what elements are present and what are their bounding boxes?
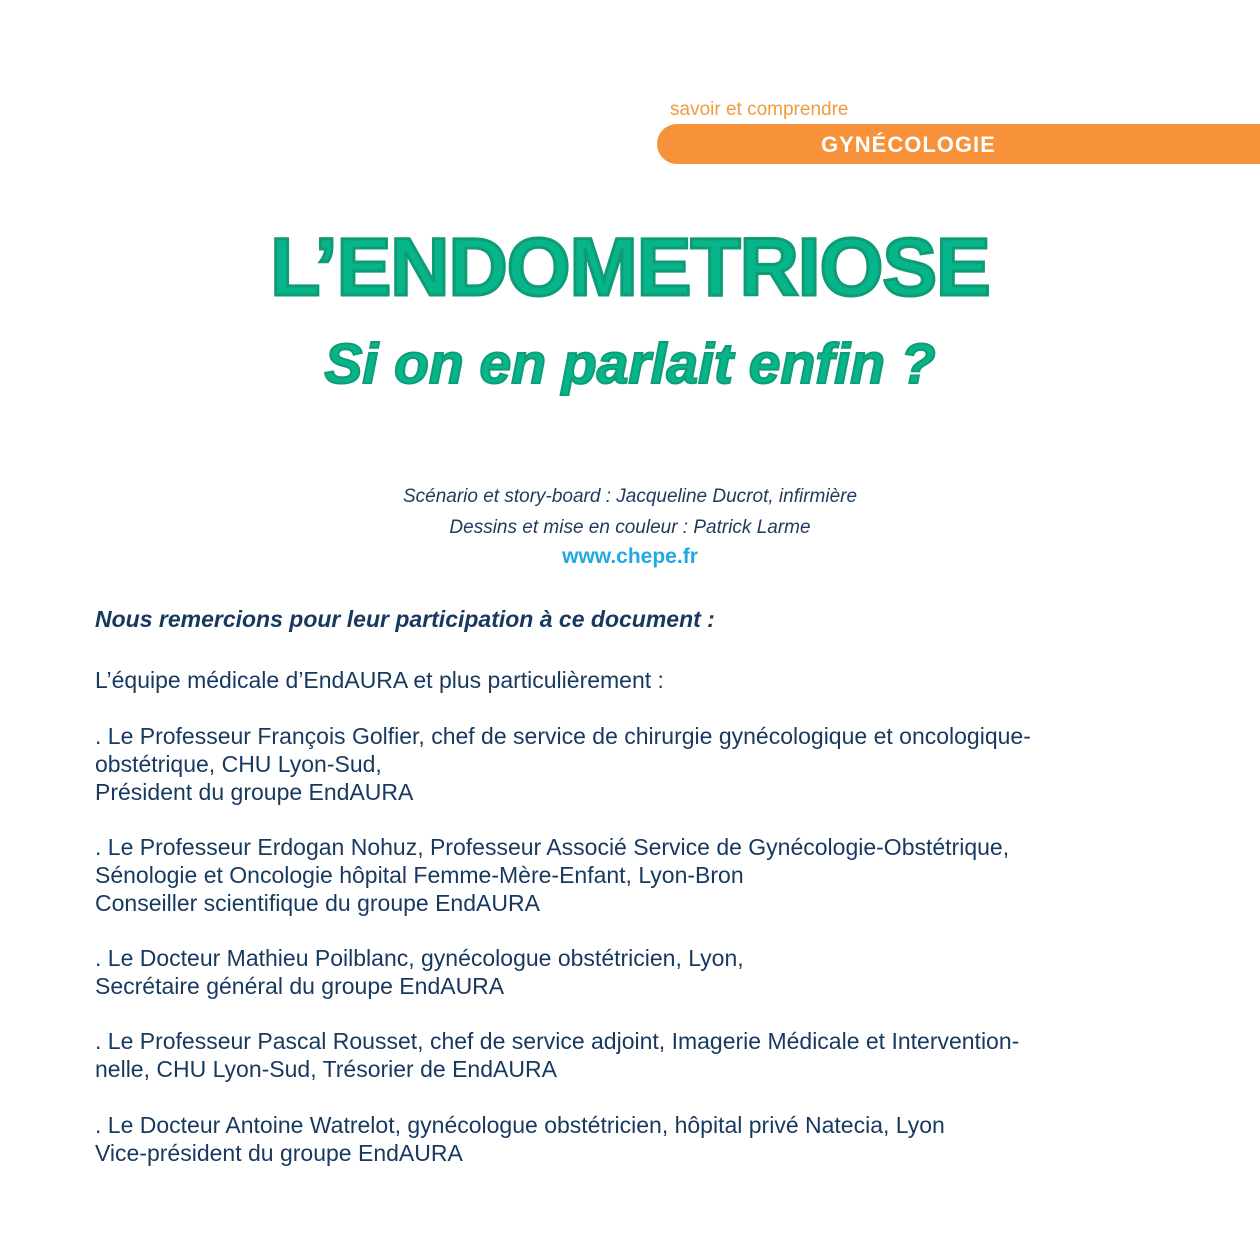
page-title: L’ENDOMETRIOSE xyxy=(270,222,990,313)
person-line: Sénologie et Oncologie hôpital Femme-Mère-Enfant, Lyon-Bron xyxy=(95,862,744,888)
credit-drawings: Dessins et mise en couleur : Patrick Larme xyxy=(449,517,811,538)
person-line: . Le Professeur François Golfier, chef de service de chirurgie gynécologique et oncologique- xyxy=(95,723,1031,749)
person-line: . Le Professeur Erdogan Nohuz, Professeur Associé Service de Gynécologie-Obstétrique, xyxy=(95,834,1010,860)
acknowledgement-person xyxy=(95,833,1195,917)
acknowledgement-person xyxy=(95,944,1195,1000)
section-kicker: savoir et comprendre xyxy=(670,99,849,120)
acknowledgement-person xyxy=(95,722,1195,806)
page-subtitle: Si on en parlait enfin ? xyxy=(324,332,936,396)
person-line: . Le Docteur Antoine Watrelot, gynécologue obstétricien, hôpital privé Natecia, Lyon xyxy=(95,1112,945,1138)
section-band xyxy=(657,124,1260,164)
acknowledgement-person xyxy=(95,1027,1195,1083)
person-line: Conseiller scientifique du groupe EndAURA xyxy=(95,890,540,916)
person-line: nelle, CHU Lyon-Sud, Trésorier de EndAURA xyxy=(95,1056,557,1082)
person-line: Secrétaire général du groupe EndAURA xyxy=(95,973,505,999)
acknowledgements-heading: Nous remercions pour leur participation à ce document : xyxy=(95,606,715,632)
website-link[interactable]: www.chepe.fr xyxy=(562,545,698,568)
person-line: Président du groupe EndAURA xyxy=(95,779,414,805)
acknowledgement-person xyxy=(95,1111,1195,1167)
person-line: Vice-président du groupe EndAURA xyxy=(95,1140,463,1166)
person-line: . Le Professeur Pascal Rousset, chef de service adjoint, Imagerie Médicale et Intervention- xyxy=(95,1028,1020,1054)
section-label: GYNÉCOLOGIE xyxy=(821,132,996,157)
credit-scenario: Scénario et story-board : Jacqueline Ducrot, infirmière xyxy=(402,486,858,507)
acknowledgements-intro: L’équipe médicale d’EndAURA et plus particulièrement : xyxy=(95,667,664,693)
person-line: obstétrique, CHU Lyon-Sud, xyxy=(95,751,382,777)
person-line: . Le Docteur Mathieu Poilblanc, gynécologue obstétricien, Lyon, xyxy=(95,945,744,971)
